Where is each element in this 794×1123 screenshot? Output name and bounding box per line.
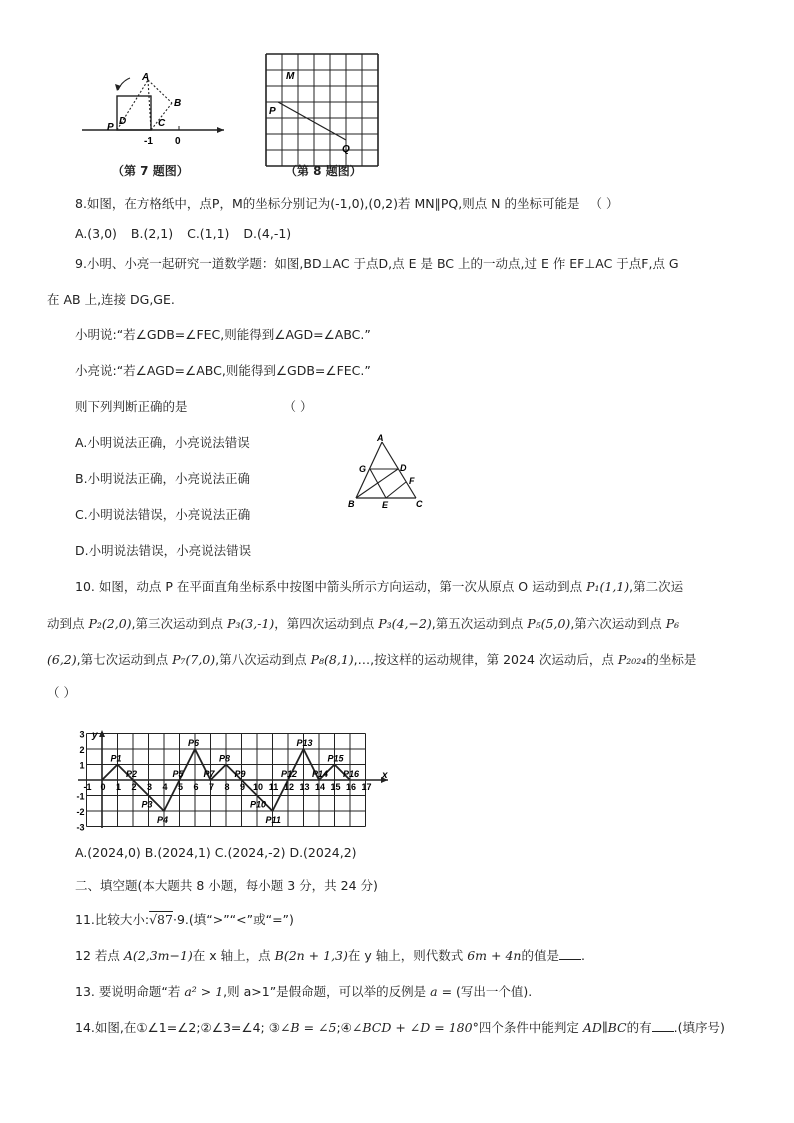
fig10-point-label: P10	[250, 799, 267, 810]
q10-p3: P₃(3,-1)	[227, 616, 275, 631]
fig10-x-tick: 7	[208, 782, 215, 792]
q10-p8: P₈(8,1)	[310, 652, 354, 667]
fig10-x-tick: 3	[146, 782, 153, 792]
q9-liang: 小亮说:“若∠AGD=∠ABC,则能得到∠GDB=∠FEC.”	[75, 363, 371, 378]
q12-point-a: A(2,3m−1)	[123, 948, 193, 963]
fig7-label-a: A	[142, 72, 150, 83]
q13-text-c: ,则 a>1”是假命题，可以举的反例是	[223, 984, 431, 999]
fig9-label-d: D	[400, 463, 407, 473]
fig9-label-g: G	[359, 464, 367, 474]
fig8-label-p: P	[269, 106, 276, 117]
q14-text-a: 14.如图,在①∠1=∠2;②∠3=∠4; ③	[75, 1020, 280, 1035]
q9-option-c[interactable]: C.小明说法错误，小亮说法正确	[75, 507, 251, 522]
q10-line2-e: ，第四次运动到点	[274, 616, 379, 631]
q14-text-e: 四个条件中能判定	[478, 1020, 583, 1035]
q9-ming: 小明说:“若∠GDB=∠FEC,则能得到∠AGD=∠ABC.”	[75, 327, 371, 342]
fig10-point-label: P8	[219, 753, 231, 764]
fig9-label-c: C	[416, 499, 423, 509]
q13-a-eq: a =	[430, 984, 453, 999]
figure-8	[262, 50, 380, 158]
fig7-label-neg1: -1	[144, 136, 153, 147]
fig10-point-label: P4	[157, 815, 169, 825]
fig10-point-label: P15	[327, 753, 344, 764]
fig8-label-m: M	[286, 71, 295, 82]
fig10-point-label: P11	[265, 815, 281, 825]
q12-text-a: 12 若点	[75, 948, 124, 963]
q14-answer-blank[interactable]	[652, 1021, 674, 1032]
fig10-x-tick: 9	[239, 782, 246, 792]
q10-p7: P₇(7,0)	[172, 652, 216, 667]
q9-option-a[interactable]: A.小明说法正确，小亮说法错误	[75, 435, 250, 450]
fig10-x-tick: 0	[100, 782, 106, 792]
fig10-x-tick: -1	[83, 782, 92, 792]
fig10-y-tick: 2	[79, 745, 85, 755]
q10-p1: P₁(1,1)	[586, 579, 630, 594]
fig10-x-tick: 16	[345, 782, 357, 792]
fig10-x-tick: 2	[131, 782, 137, 792]
q14-cond4: ∠BCD + ∠D = 180°	[351, 1020, 479, 1035]
q8-option-d[interactable]: D.(4,-1)	[243, 226, 292, 241]
fig10-point-label: P9	[234, 769, 246, 779]
fig9-label-b: B	[348, 499, 355, 509]
q10-paren: （ ）	[47, 685, 76, 700]
q8-option-c[interactable]: C.(1,1)	[187, 226, 230, 241]
q9-line2: 在 AB 上,连接 DG,GE.	[47, 292, 175, 307]
fig10-x-tick: 14	[314, 782, 326, 792]
fig7-label-p: P	[107, 122, 114, 133]
fig10-x-tick: 11	[268, 782, 279, 792]
fig10-x-tick: 17	[361, 782, 372, 792]
fig10-x-tick: 15	[330, 782, 341, 792]
figure-9	[344, 432, 430, 512]
q10-line2-g: ,第五次运动到点	[431, 616, 528, 631]
q10-p5: P₅(5,0)	[527, 616, 571, 631]
fig10-point-label: P5	[172, 769, 184, 779]
q8-option-a[interactable]: A.(3,0)	[75, 226, 117, 241]
figure-10	[76, 728, 394, 833]
q10-line3-b: ,第七次运动到点	[76, 652, 173, 667]
fig10-point-label: P2	[126, 769, 138, 779]
q11-text-a: 11.比较大小:	[75, 912, 150, 927]
q13-text-e: (写出一个值).	[452, 984, 533, 999]
figure-7	[78, 68, 228, 148]
q10-line2-a: 动到点	[47, 616, 89, 631]
section-2-heading: 二、填空题(本大题共 8 小题，每小题 3 分，共 24 分)	[75, 878, 378, 893]
q8-stem	[75, 194, 618, 212]
q10-line1	[75, 577, 683, 595]
q9-judge-text: 则下列判断正确的是	[75, 399, 188, 414]
q14-text-g: 的有	[626, 1020, 652, 1035]
q14-text-h: .(填序号)	[673, 1020, 725, 1035]
q9-line1: 9.小明、小亮一起研究一道数学题：如图,BD⊥AC 于点D,点 E 是 BC 上的一动点,过 E 作 EF⊥AC 于点F,点 G	[75, 256, 679, 271]
fig10-y-tick: 1	[79, 760, 85, 771]
fig10-x-axis-label: x	[382, 770, 388, 781]
q12-text-g: 的值是	[521, 948, 559, 963]
fig10-point-label: P3	[141, 799, 153, 810]
q14-text-c: ;④	[336, 1020, 352, 1035]
fig9-label-a: A	[377, 433, 384, 443]
fig10-point-label: P1	[110, 753, 122, 764]
fig10-x-tick: 1	[115, 782, 122, 792]
q8-text: 8.如图，在方格纸中，点P，M的坐标分别记为(-1,0),(0,2)若 MN∥PQ,则点 N 的坐标可能是	[75, 196, 580, 211]
q10-p2: P₂(2,0)	[88, 616, 132, 631]
q13	[75, 982, 532, 1000]
q12-answer-blank[interactable]	[559, 949, 581, 960]
q10-line3-f: ,…,按这样的运动规律，第 2024 次运动后，点	[353, 652, 618, 667]
fig10-point-label: P13	[296, 738, 313, 748]
fig10-y-tick: 3	[79, 729, 85, 740]
fig7-label-c: C	[158, 118, 166, 129]
fig10-y-tick: -2	[76, 807, 85, 817]
q10-line1-text: 10. 如图，动点 P 在平面直角坐标系中按图中箭头所示方向运动，第一次从原点 O 运动到点	[75, 579, 587, 594]
fig10-y-tick: -3	[76, 822, 85, 833]
fig10-x-tick: 10	[252, 782, 264, 792]
fig7-label-b: B	[174, 98, 182, 109]
fig7-label-zero: 0	[175, 136, 181, 147]
q9-option-d[interactable]: D.小明说法错误，小亮说法错误	[75, 543, 252, 558]
fig10-point-label: P12	[281, 769, 298, 779]
q10-line2	[47, 614, 679, 632]
q14-cond3: ∠B = ∠5	[279, 1020, 337, 1035]
fig7-label-d: D	[119, 116, 127, 127]
q8-paren: （ ）	[589, 196, 619, 211]
q12-text-h: .	[580, 948, 585, 963]
fig9-label-f: F	[409, 476, 415, 486]
q12-text-e: 在 y 轴上，则代数式	[347, 948, 468, 963]
q8-options	[75, 226, 291, 241]
fig10-point-label: P7	[203, 769, 215, 779]
q14	[75, 1018, 725, 1036]
fig10-x-tick: 5	[177, 782, 184, 792]
q10-line2-i: ,第六次运动到点	[570, 616, 666, 631]
q12-expr: 6m + 4n	[467, 948, 522, 963]
q12-text-c: 在 x 轴上，点	[192, 948, 275, 963]
q10-p6: P₆	[665, 616, 680, 631]
q11	[75, 910, 294, 928]
q10-line1-end: ,第二次运	[629, 579, 684, 594]
fig8-label-q: Q	[342, 144, 350, 155]
fig10-point-label: P6	[188, 738, 200, 748]
q10-line2-c: ,第三次运动到点	[131, 616, 227, 631]
fig10-point-label: P16	[343, 769, 360, 779]
q9-paren: （ ）	[283, 399, 313, 414]
figure-7-caption: （第 7 题图）	[112, 164, 189, 178]
q10-line3	[47, 650, 696, 668]
figure-8-caption: （第 8 题图）	[285, 164, 362, 178]
q10-p4: P₃(4,−2)	[378, 616, 432, 631]
q10-p2024: P₂₀₂₄	[617, 652, 647, 667]
q12-point-b: B(2n + 1,3)	[274, 948, 348, 963]
q10-p6-coord: (6,2)	[47, 652, 77, 667]
q12	[75, 946, 585, 964]
q9-judge	[75, 397, 312, 415]
fig10-x-tick: 12	[283, 782, 295, 792]
q13-text-a: 13. 要说明命题“若	[75, 984, 185, 999]
fig10-point-label: P14	[312, 769, 329, 779]
fig10-y-tick: -1	[76, 791, 85, 802]
fig10-x-tick: 4	[162, 782, 168, 792]
fig10-y-axis-label: y	[92, 730, 98, 741]
q11-sqrt: √87	[149, 912, 173, 927]
q10-options[interactable]: A.(2024,0) B.(2024,1) C.(2024,-2) D.(2024,2)	[75, 845, 357, 860]
q9-option-b[interactable]: B.小明说法正确，小亮说法正确	[75, 471, 251, 486]
q14-parallel: AD∥BC	[582, 1020, 627, 1035]
q8-option-b[interactable]: B.(2,1)	[130, 226, 174, 241]
fig10-x-tick: 6	[193, 782, 199, 792]
q10-line3-h: 的坐标是	[646, 652, 697, 667]
q13-cond: a² > 1	[184, 984, 224, 999]
fig10-x-tick: 8	[224, 782, 230, 792]
q11-text-c: ·9.(填“>”“<”或“=”)	[172, 912, 294, 927]
fig9-label-e: E	[382, 500, 389, 510]
q10-line3-d: ,第八次运动到点	[215, 652, 311, 667]
fig10-x-tick: 13	[299, 782, 310, 792]
